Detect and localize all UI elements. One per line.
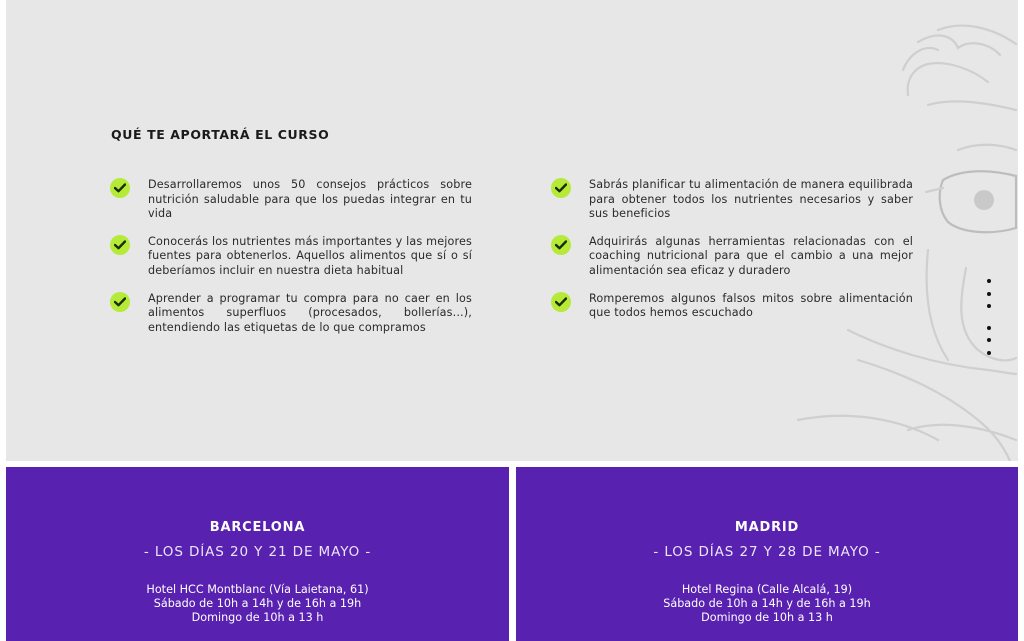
- section-nav-dots: [985, 279, 993, 363]
- section-nav-dot[interactable]: [987, 338, 991, 342]
- benefit-item: [110, 292, 472, 336]
- schedule-saturday: Sábado de 10h a 14h y de 16h a 19h: [663, 597, 871, 610]
- course-dates: - LOS DÍAS 20 Y 21 DE MAYO -: [143, 544, 372, 560]
- course-dates: - LOS DÍAS 27 Y 28 DE MAYO -: [653, 544, 881, 560]
- benefit-text: Romperemos algunos falsos mitos sobre alimentación que todos hemos escuchado: [589, 291, 913, 320]
- location-card-barcelona: [6, 467, 509, 641]
- benefit-text: Aprender a programar tu compra para no caer en los alimentos superfluos (procesados, bollerías...), entendiendo las etiquetas de lo que compramos: [148, 291, 472, 334]
- section-nav-dot[interactable]: [987, 351, 991, 355]
- benefit-text: Sabrás planificar tu alimentación de manera equilibrada para obtener todos los nutrientes necesarios y saber sus beneficios: [589, 178, 913, 221]
- course-benefits-section: [6, 0, 1018, 461]
- benefit-text: Adquirirás algunas herramientas relacionadas con el coaching nutricional para que el cambio a una mejor alimentación sea eficaz y duradero: [589, 234, 913, 277]
- section-nav-dot[interactable]: [987, 292, 991, 296]
- section-nav-dot[interactable]: [987, 326, 991, 330]
- city-title: BARCELONA: [209, 520, 306, 535]
- location-card-madrid: [516, 467, 1018, 641]
- benefit-item: [110, 235, 472, 279]
- benefit-item: [551, 235, 913, 279]
- benefits-list-right: [551, 178, 913, 334]
- section-nav-dot[interactable]: [987, 279, 991, 283]
- check-icon: [110, 178, 130, 198]
- city-title: MADRID: [734, 520, 800, 535]
- check-icon: [110, 292, 130, 312]
- benefit-item: [110, 178, 472, 222]
- benefit-text: Conocerás los nutrientes más importantes y las mejores fuentes para obtenerlos. Aquellos alimentos que sí o sí deberíamos incluir en nuestra dieta habitual: [148, 234, 472, 277]
- check-icon: [551, 178, 571, 198]
- schedule-saturday: Sábado de 10h a 14h y de 16h a 19h: [153, 597, 362, 610]
- venue-name: Hotel HCC Montblanc (Vía Laietana, 61): [146, 583, 369, 596]
- section-title: QUÉ TE APORTARÁ EL CURSO: [111, 127, 330, 142]
- benefit-text: Desarrollaremos unos 50 consejos prácticos sobre nutrición saludable para que los puedas integrar en tu vida: [148, 178, 472, 221]
- check-icon: [110, 235, 130, 255]
- venue-name: Hotel Regina (Calle Alcalá, 19): [681, 583, 853, 596]
- check-icon: [551, 235, 571, 255]
- schedule-sunday: Domingo de 10h a 13 h: [191, 611, 324, 624]
- venue-details: [516, 583, 1018, 625]
- section-nav-dot[interactable]: [987, 304, 991, 308]
- venue-details: [6, 583, 509, 625]
- benefits-list-left: [110, 178, 472, 348]
- check-icon: [551, 292, 571, 312]
- benefit-item: [551, 178, 913, 222]
- benefit-item: [551, 292, 913, 321]
- schedule-sunday: Domingo de 10h a 13 h: [701, 611, 833, 624]
